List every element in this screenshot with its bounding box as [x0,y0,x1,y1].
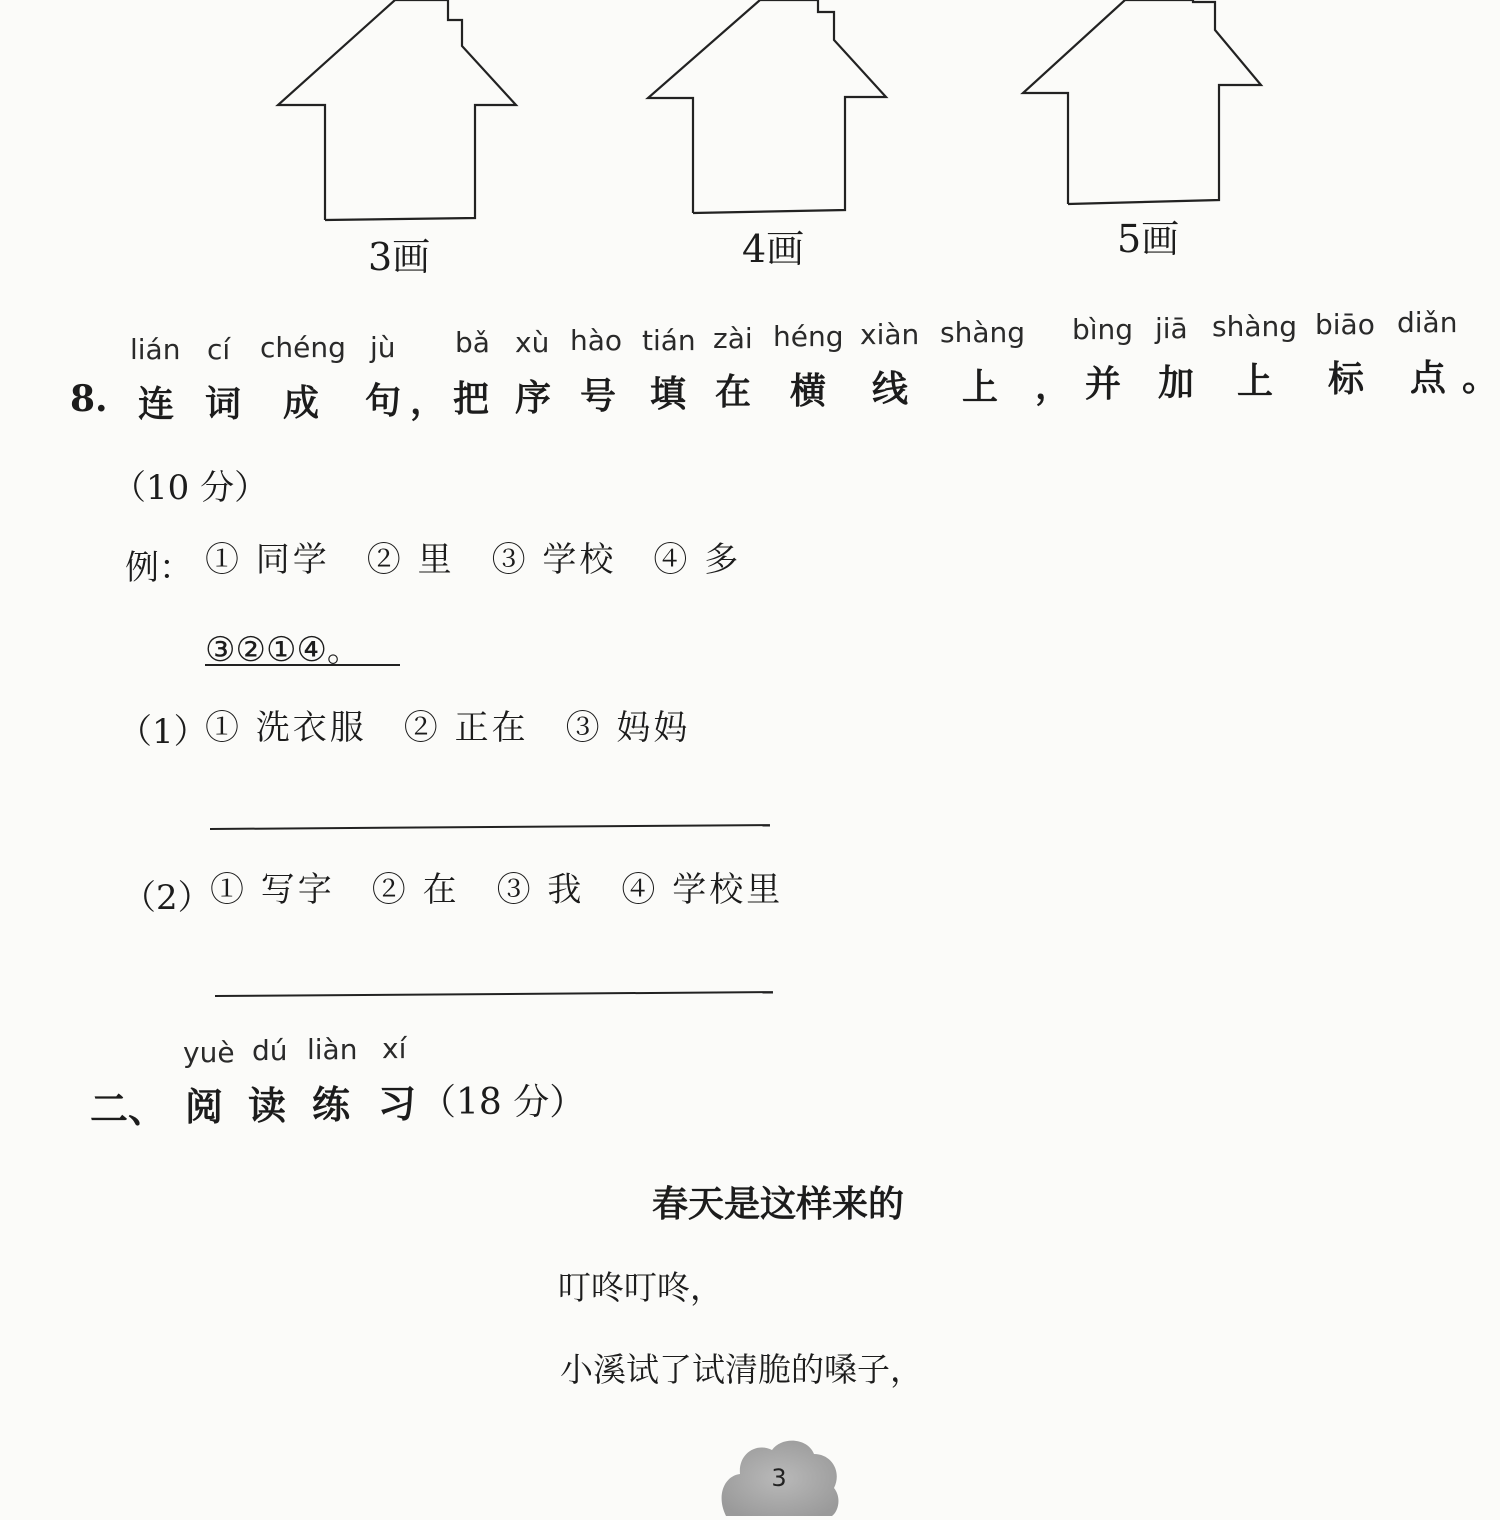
example-answer: ③②①④。 [205,630,361,670]
pinyin: tián [642,324,696,357]
pinyin: hào [570,324,623,357]
hanzi: 填 [650,373,687,415]
hanzi: 号 [580,375,617,417]
hanzi: 线 [872,368,909,410]
pinyin: xí [382,1032,407,1065]
hanzi: 词 [205,383,242,425]
house-figure-1 [270,0,530,230]
pinyin: yuè [183,1036,235,1069]
pinyin: shàng [1212,310,1298,343]
pinyin: héng [773,320,844,353]
hanzi: 句 [365,380,402,422]
hanzi: 点 [1410,357,1447,399]
section2-title-char: 读 [248,1083,287,1128]
house-label-3: 5画 [1117,217,1180,261]
hanzi: ， [1035,365,1072,407]
section2-score: （18 分） [420,1082,586,1123]
house-label-1: 3画 [368,235,431,279]
pinyin: diǎn [1397,306,1458,339]
hanzi: 连 [138,383,175,425]
poem-title: 春天是这样来的 [652,1184,905,1225]
section2-title-char: 练 [312,1082,351,1127]
example-label: 例： [125,548,193,588]
section2-title-char: 阅 [185,1084,224,1129]
pinyin: xù [515,326,550,359]
section2-title-char: 习 [378,1081,417,1126]
pinyin: shàng [940,316,1026,349]
hanzi: 横 [790,370,827,412]
hanzi: 上 [962,366,999,408]
section2-number: 二、 [90,1086,167,1131]
hanzi: 上 [1237,360,1274,402]
poem-line: 小溪试了试清脆的嗓子， [560,1350,923,1389]
hanzi: 序 [515,377,552,419]
hanzi: 成 [283,382,320,424]
pinyin: chéng [260,331,346,364]
pinyin: bìng [1072,313,1134,346]
house-figure-2 [640,0,900,230]
pinyin: biāo [1315,308,1375,341]
item2-answer-line[interactable] [215,991,773,997]
poem-line: 叮咚叮咚， [558,1268,723,1307]
example-items: ① 同学 ② 里 ③ 学校 ④ 多 [205,540,742,580]
example-answer-underline [205,664,400,666]
hanzi: 。 [1462,357,1499,399]
pinyin: dú [252,1034,288,1067]
hanzi: 并 [1085,363,1122,405]
hanzi: 把 [453,378,490,420]
item2-number: （2） [122,878,212,918]
hanzi: 在 [715,371,752,413]
hanzi: 标 [1328,358,1365,400]
pinyin: liàn [307,1033,358,1066]
pinyin: jù [370,331,396,364]
pinyin: bǎ [455,326,490,359]
item1-answer-line[interactable] [210,824,770,830]
house-label-2: 4画 [742,227,805,271]
question8-number: 8. [70,378,108,420]
pinyin: lián [130,333,181,366]
pinyin: zài [713,322,753,355]
question8-score: （10 分） [112,468,269,508]
item2-words: ① 写字 ② 在 ③ 我 ④ 学校里 [210,870,784,910]
page-number: 3 [771,1464,787,1492]
hanzi: ， [410,380,447,422]
item1-words: ① 洗衣服 ② 正在 ③ 妈妈 [205,708,691,748]
hanzi: 加 [1158,362,1195,404]
item1-number: （1） [118,712,208,752]
house-figure-3 [1015,0,1275,220]
pinyin: cí [207,333,231,366]
pinyin: xiàn [860,318,920,351]
pinyin: jiā [1155,312,1188,345]
page-number-badge [716,1436,842,1516]
